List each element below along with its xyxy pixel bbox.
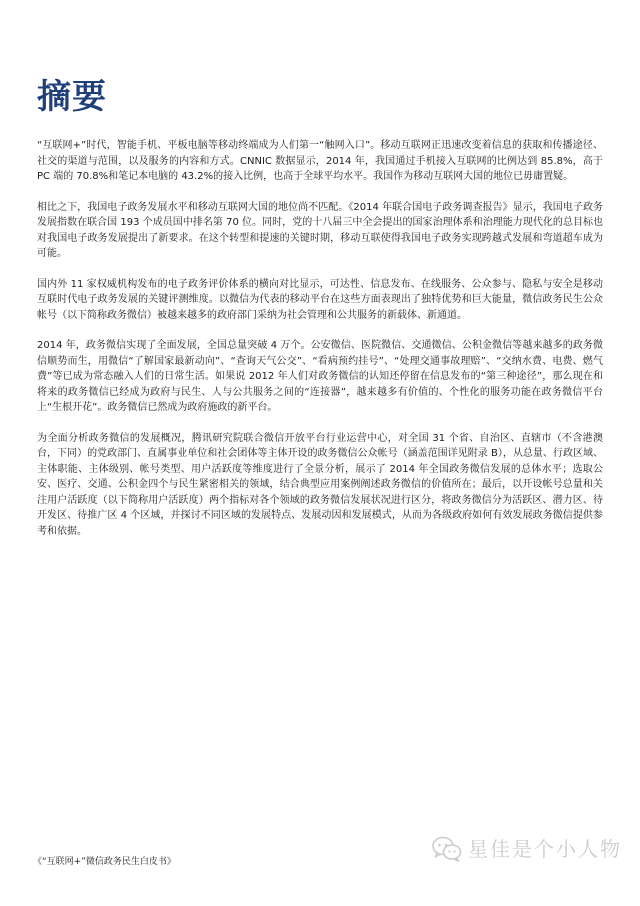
paragraph-5: 为全面分析政务微信的发展概况，腾讯研究院联合微信开放平台行业运营中心，对全国 31 个省、自治区、直辖市（不含港澳台，下同）的党政部门、直属事业单位和社会团体等主体开设的政务微信公众帐号（涵盖范围详见附录 B），从总量、行政区域、主体职能、主体级别、帐号类型、用户活跃度等维度进行了全景分析，展示了 2014 年全国政务微信发展的总体水平；选取公安、医疗、交通、公积金四个与民生紧密相关的领域，结合典型应用案例阐述政务微信的价值所在；最后，以开设帐号总量和关注用户活跃度（以下简称用户活跃度）两个指标对各个领域的政务微信发展状况进行区分，将政务微信分为活跃区、潜力区、待开发区、待推广区 4 个区域，并探讨不同区域的发展特点、发展动因和发展模式，从而为各级政府如何有效发展政务微信提供参考和依据。	[37, 432, 603, 537]
watermark-text: 星佳是个小人物	[468, 837, 622, 861]
wechat-icon	[432, 836, 462, 862]
paragraph-4: 2014 年，政务微信实现了全面发展，全国总量突破 4 万个。公安微信、医院微信、交通微信、公积金微信等越来越多的政务微信顺势而生，用微信“了解国家最新动向”、“查询天气公交”、“看病预约挂号”、“处理交通事故理赔”、“交纳水费、电费、燃气费”等已成为常态融入人们的日常生活。如果说 2012 年人们对政务微信的认知还停留在信息发布的“第三种途径”，那么现在和将来的政务微信已经成为政府与民生、人与公共服务之间的“连接器”，越来越多有价值的、个性化的服务功能在政务微信平台上“生根开花”。政务微信已然成为政府施政的新平台。	[37, 340, 603, 413]
page-title: 摘要	[37, 76, 107, 117]
body-text	[37, 138, 603, 539]
footer-note: 《“互联网+”微信政务民生白皮书》	[33, 857, 176, 867]
paragraph-2: 相比之下，我国电子政务发展水平和移动互联网大国的地位尚不匹配。《2014 年联合国电子政务调查报告》显示，我国电子政务发展指数在联合国 193 个成员国中排名第 70 位。同时，党的十八届三中全会提出的国家治理体系和治理能力现代化的总目标也对我国电子政务发展提出了新要求。在这个转型和提速的关键时期，移动互联使得我国电子政务实现跨越式发展和弯道超车成为可能。	[37, 201, 603, 259]
paragraph-1: “互联网+”时代，智能手机、平板电脑等移动终端成为人们第一“触网入口”。移动互联网正迅速改变着信息的获取和传播途径、社交的渠道与范围，以及服务的内容和方式。CNNIC 数据显示，2014 年，我国通过手机接入互联网的比例达到 85.8%，高于 PC 端的 70.8%和笔记本电脑的 43.2%的接入比例，也高于全球平均水平。我国作为移动互联网大国的地位已毋庸置疑。	[37, 140, 603, 182]
watermark	[432, 836, 622, 862]
paragraph-3: 国内外 11 家权威机构发布的电子政务评价体系的横向对比显示，可达性、信息发布、在线服务、公众参与、隐私与安全是移动互联时代电子政务发展的关键评测维度。以微信为代表的移动平台在这些方面表现出了独特优势和巨大能量，微信政务民生公众帐号（以下简称政务微信）被越来越多的政府部门采纳为社会管理和公共服务的新载体、新通道。	[37, 278, 603, 321]
